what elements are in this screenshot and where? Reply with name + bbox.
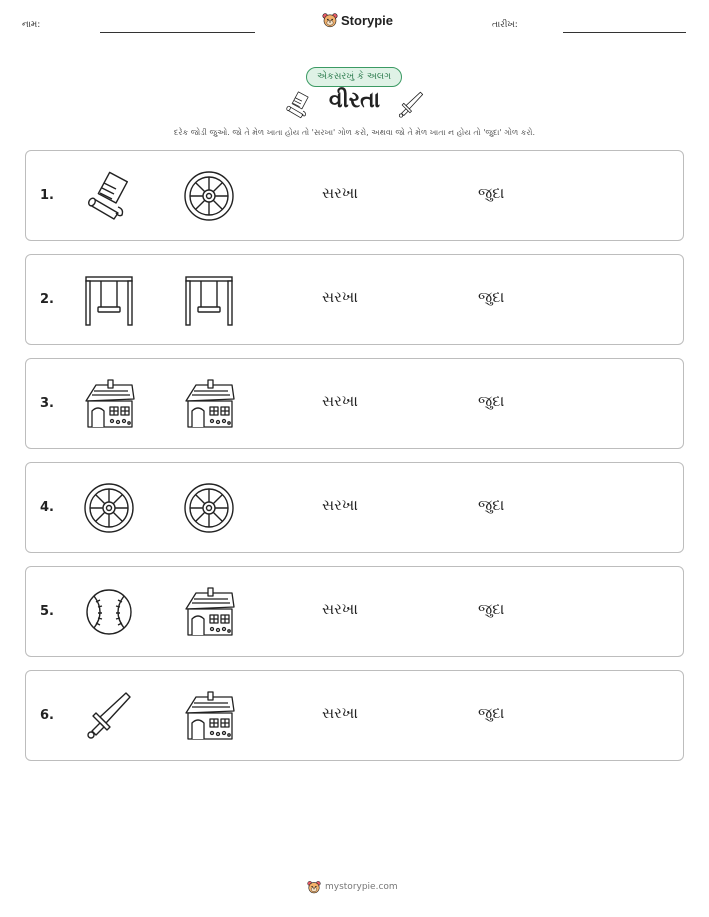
question-number: 2. (40, 292, 54, 307)
house-icon (182, 689, 236, 743)
date-line[interactable] (563, 32, 686, 33)
date-label: તારીખ: (492, 20, 518, 30)
footer (307, 880, 398, 894)
different-option[interactable]: જુદા (478, 288, 505, 306)
name-label: નામ: (22, 20, 41, 30)
instructions: દરેક જોડી જુઓ. જો તે મેળ ખાતા હોય તો 'સરખા' ગોળ કરો, અથવા જો તે મેળ ખાતા ન હોય તો 'જુદા' ગોળ કરો. (173, 128, 536, 137)
sword-icon (82, 689, 136, 743)
house-icon (82, 377, 136, 431)
same-option[interactable]: સરખા (322, 392, 358, 410)
worksheet-title: વીરતા (328, 88, 381, 113)
question-row-4 (25, 462, 684, 553)
same-option[interactable]: સરખા (322, 496, 358, 514)
swing-icon (82, 273, 136, 327)
footer-url[interactable]: mystorypie.com (325, 882, 398, 892)
wheel-icon (182, 481, 236, 535)
wheel-icon (82, 481, 136, 535)
storypie-bear-logo-icon (322, 12, 338, 28)
different-option[interactable]: જુદા (478, 704, 505, 722)
storypie-brand (322, 12, 393, 28)
wheel-icon (182, 169, 236, 223)
question-number: 5. (40, 604, 54, 619)
question-number: 6. (40, 708, 54, 723)
house-icon (182, 377, 236, 431)
same-option[interactable]: સરખા (322, 184, 358, 202)
question-number: 1. (40, 188, 54, 203)
different-option[interactable]: જુદા (478, 392, 505, 410)
question-row-5 (25, 566, 684, 657)
question-row-6 (25, 670, 684, 761)
brand-name: Storypie (341, 12, 394, 28)
name-line[interactable] (100, 32, 255, 33)
sword-icon (396, 90, 426, 120)
question-row-1 (25, 150, 684, 241)
swing-icon (182, 273, 236, 327)
different-option[interactable]: જુદા (478, 496, 505, 514)
scroll-icon (82, 169, 136, 223)
question-row-2 (25, 254, 684, 345)
question-number: 3. (40, 396, 54, 411)
house-icon (182, 585, 236, 639)
same-option[interactable]: સરખા (322, 704, 358, 722)
same-option[interactable]: સરખા (322, 288, 358, 306)
storypie-bear-logo-icon (307, 880, 321, 894)
different-option[interactable]: જુદા (478, 600, 505, 618)
question-row-3 (25, 358, 684, 449)
worksheet-tag: એકસરખું કે અલગ (306, 67, 402, 87)
baseball-icon (82, 585, 136, 639)
same-option[interactable]: સરખા (322, 600, 358, 618)
question-number: 4. (40, 500, 54, 515)
different-option[interactable]: જુદા (478, 184, 505, 202)
